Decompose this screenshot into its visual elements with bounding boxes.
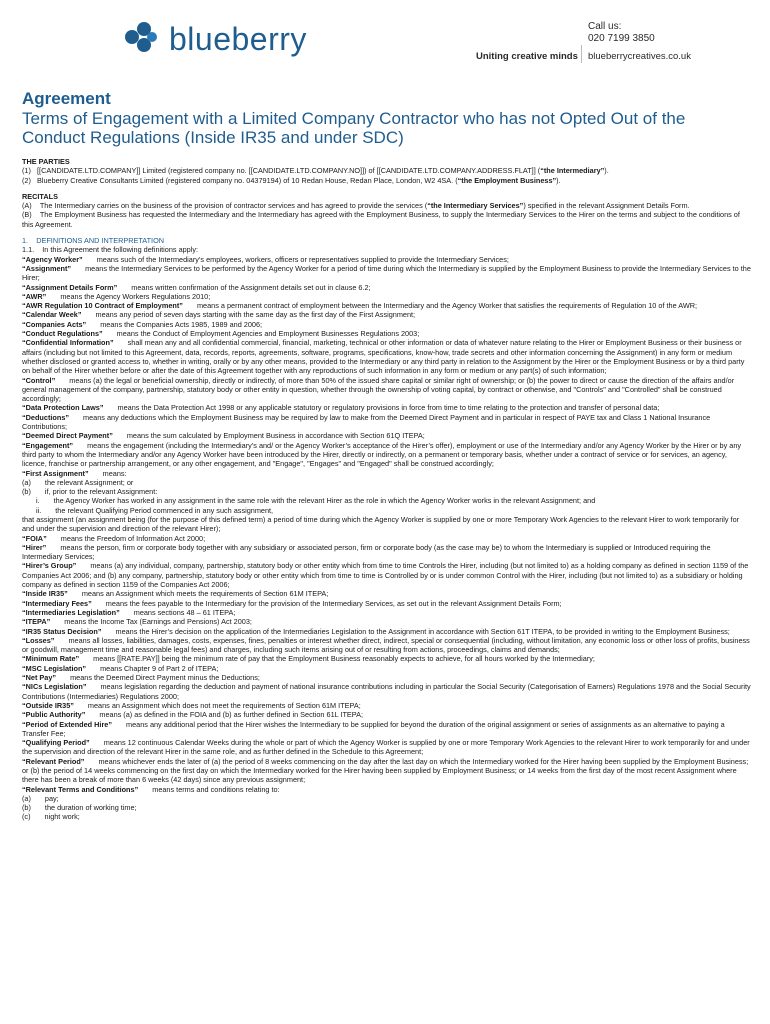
- logo-text: blueberry: [169, 21, 307, 57]
- definition-text: shall mean any and all confidential commercial, financial, marketing, technical or other information or data of whatever nature relating to the Hirer or Employment Business or their business or affairs (including but not limited to this Agreement, data, records, reports, agreements, software, programs, specifications, know-how, trade secrets and other information concerning the Assignment) in any form or medium whether disclosed or granted access to, whether in writing, orally or by any other means, provided to the Intermediary or any third party in relation to the Assignment by the Hirer or the Employment Business or by a third party on behalf of the Hirer whether before or after the date of this Agreement together with any reproductions of such information in any form or medium or any part(s) of such information;: [22, 338, 745, 376]
- definition-item: [22, 403, 752, 412]
- sublist-text: the Agency Worker has worked in any assignment in the same role with the relevant Hirer as the role in which the Agency Worker works in the relevant Assignment; and: [53, 496, 596, 506]
- definition-text: means a permanent contract of employment between the Intermediary and the Agency Worker that satisfies the requirements of Regulation 10 of the AWR;: [196, 301, 698, 311]
- definition-term: “Losses”: [22, 635, 55, 645]
- definition-item: [22, 701, 752, 710]
- first-assignment-roman-list: [22, 496, 752, 515]
- definition-term: “Conduct Regulations”: [22, 329, 103, 339]
- definition-text: means any deductions which the Employment Business may be required by law to make from the Deemed Direct Payment and in particular in respect of PAYE tax and Class 1 National Insurance Contributions;: [22, 412, 711, 432]
- definition-item: [22, 338, 752, 375]
- definition-item: [22, 599, 752, 608]
- definition-text: means all losses, liabilities, damages, costs, expenses, fines, penalties or interest whether direct, indirect, special or consequential (including, without limitation, any economic loss or other loss of profits, business or goodwill, management time and reasonable legal fees) and charges, including such items arising out of or resulting from actions, proceedings, claims and demands;: [22, 635, 750, 655]
- definition-item: [22, 682, 752, 701]
- definition-term: “MSC Legislation”: [22, 663, 87, 673]
- definition-text: means legislation regarding the deduction and payment of national insurance contributions including in particular the Social Security (Categorisation of Earners) Regulations 1978 and the Social Security Contributions (Intermediaries) Regulations 2000;: [22, 682, 751, 701]
- definition-term: “IR35 Status Decision”: [22, 626, 102, 636]
- definition-term: “Qualifying Period”: [22, 738, 90, 748]
- call-label: Call us:: [588, 21, 622, 32]
- agreement-body: [22, 157, 752, 822]
- definition-term: “NICs Legislation”: [22, 682, 87, 692]
- sublist-number: (a): [22, 793, 31, 803]
- definition-text: means whichever ends the later of (a) the period of 8 weeks commencing on the day after the last day on which the Intermediary worked for the Hirer having been supplied by the Employment Business; or (b) the period of 14 weeks commencing on the first day on which the Intermediary worked for the Hirer having been supplied by Employment Business; or 14 weeks from the first day of the most recent Assignment where there has been a break of more than 6 weeks (42 days) since any previous assignment;: [22, 756, 749, 785]
- definition-text: means the Companies Acts 1985, 1989 and 2006;: [100, 319, 263, 329]
- tagline: Uniting creative minds: [476, 51, 578, 62]
- company-logo: [125, 22, 307, 56]
- definition-text: means:: [102, 468, 127, 478]
- sublist-item: [22, 506, 752, 515]
- recitals-heading: RECITALS: [22, 191, 58, 201]
- party-1: (1) [[CANDIDATE.LTD.COMPANY]] Limited (registered company no. [[CANDIDATE.LTD.COMPANY.NO]]) of [[CANDIDATE.LTD.COMPANY.ADDRESS.FLAT]] (“the Intermediary”).: [22, 166, 609, 176]
- sublist-number: (b): [22, 803, 31, 813]
- definition-item: [22, 654, 752, 663]
- definition-item: [22, 441, 752, 469]
- definition-term: “Assignment”: [22, 263, 72, 273]
- definition-term: “AWR”: [22, 291, 47, 301]
- definition-term: “First Assignment”: [22, 468, 89, 478]
- parties-heading: THE PARTIES: [22, 157, 70, 166]
- definition-term: “ITEPA”: [22, 617, 51, 627]
- definition-text: means sections 48 – 61 ITEPA;: [133, 607, 236, 617]
- definition-text: means (a) the legal or beneficial ownership, directly or indirectly, of more than 50% of the issued share capital or similar right of ownership; or (b) the power to direct or cause the direction of the affairs and/or general management of the company, partnership, statutory body or other entity in question, whether through the ownership of voting capital, by contract or otherwise, and "Controls" and "Controlled" shall be construed accordingly;: [22, 375, 735, 404]
- sublist-item: [22, 803, 752, 812]
- definition-item: [22, 627, 752, 636]
- sublist-number: ii.: [36, 505, 42, 515]
- sublist-number: (c): [22, 812, 31, 822]
- page-subtitle: Terms of Engagement with a Limited Company Contractor who has not Opted Out of the Conduct Regulations (Inside IR35 and under SDC): [22, 109, 686, 147]
- definition-term: “Companies Acts”: [22, 319, 87, 329]
- definition-text: means the Freedom of Information Act 2000;: [60, 533, 206, 543]
- definition-item: [22, 413, 752, 432]
- definitions-list: [22, 255, 752, 478]
- definition-term: “Calendar Week”: [22, 310, 82, 320]
- definition-item: [22, 561, 752, 589]
- definition-text: means the Agency Workers Regulations 2010;: [60, 291, 211, 301]
- definition-term: “Deemed Direct Payment”: [22, 431, 113, 441]
- definition-text: means Chapter 9 of Part 2 of ITEPA;: [100, 663, 219, 673]
- definition-item: [22, 255, 752, 264]
- sublist-number: (b): [22, 487, 31, 497]
- sublist-text: night work;: [44, 812, 80, 822]
- relevant-terms-sublist: [22, 794, 752, 822]
- definition-term: “Engagement”: [22, 440, 74, 450]
- definition-item: [22, 589, 752, 598]
- definition-item: [22, 310, 752, 319]
- definition-item: [22, 431, 752, 440]
- definition-term: “FOIA”: [22, 533, 47, 543]
- definition-term: “Inside IR35”: [22, 589, 68, 599]
- definition-text: means the fees payable to the Intermediary for the provision of the Intermediary Services, as set out in the relevant Assignment Details Form;: [105, 598, 562, 608]
- definition-text: means such of the Intermediary’s employees, workers, officers or representatives supplied to provide the Intermediary Services;: [96, 254, 509, 264]
- definitions-heading: 1. DEFINITIONS AND INTERPRETATION: [22, 236, 165, 246]
- definition-item: [22, 264, 752, 283]
- sublist-item: [22, 812, 752, 821]
- recital-b: (B) The Employment Business has requested the Intermediary and the Intermediary has agreed with the Employment Business, to supply the Intermediary Services to the Hirer on the terms and subject to the conditions of this Agreement.: [22, 210, 740, 229]
- definition-term: “AWR Regulation 10 Contract of Employment”: [22, 301, 183, 311]
- definition-item: [22, 301, 752, 310]
- sublist-text: the relevant Assignment; or: [44, 477, 134, 487]
- definition-item: [22, 710, 752, 719]
- definition-term: “Net Pay”: [22, 673, 57, 683]
- definition-item: [22, 664, 752, 673]
- definition-term: “Intermediary Fees”: [22, 598, 92, 608]
- definition-item: [22, 543, 752, 562]
- sublist-number: (a): [22, 477, 31, 487]
- definition-item: [22, 636, 752, 655]
- party-2: (2) Blueberry Creative Consultants Limited (registered company no. 04379194) of 10 Redan House, Redan Place, London, W2 4SA. (“the Employment Business”).: [22, 175, 561, 185]
- definition-text: means the Deemed Direct Payment minus the Deductions;: [70, 673, 260, 683]
- definition-text: means the person, firm or corporate body together with any subsidiary or associated person, firm or corporate body (as the case may be) to whom the Intermediary is supplied or Introduced requiring the Intermediary Services;: [22, 542, 711, 562]
- definition-item: [22, 283, 752, 292]
- definitions-list-continued: [22, 534, 752, 794]
- definition-text: means the Hirer’s decision on the application of the Intermediaries Legislation to the Assignment in accordance with Section 61T ITEPA, to be provided in writing to the Employment Business;: [115, 626, 730, 636]
- definition-text: means an Assignment which does not meet the requirements of Section 61M ITEPA;: [87, 700, 361, 710]
- definition-term: “Outside IR35”: [22, 700, 74, 710]
- definition-text: means the Intermediary Services to be performed by the Agency Worker for a period of time during which the Intermediary is supplied by the Employment Business to provide the Intermediary Services to the Hirer;: [22, 263, 751, 283]
- definition-text: means the Income Tax (Earnings and Pensions) Act 2003;: [64, 617, 252, 627]
- definition-term: “Deductions”: [22, 412, 70, 422]
- blueberry-logo-icon: [125, 22, 159, 56]
- definition-text: means the Data Protection Act 1998 or any applicable statutory or regulatory provisions in force from time to time relating to the protection and transfer of personal data;: [117, 403, 660, 413]
- definition-term: “Agency Worker”: [22, 254, 83, 264]
- definition-text: means any additional period that the Hirer wishes the Intermediary to be supplied for beyond the duration of the original assignment or series of assignments as an alternative to paying a Transfer Fee;: [22, 719, 725, 738]
- sublist-text: the duration of working time;: [44, 803, 137, 813]
- first-assignment-sublist: [22, 478, 752, 497]
- definition-item: [22, 720, 752, 739]
- definition-term: “Minimum Rate”: [22, 654, 80, 664]
- sublist-item: [22, 794, 752, 803]
- definitions-intro: 1.1. In this Agreement the following definitions apply:: [22, 245, 199, 255]
- definition-item: [22, 785, 752, 794]
- definition-term: “Assignment Details Form”: [22, 282, 118, 292]
- definition-term: “Intermediaries Legislation”: [22, 607, 120, 617]
- definition-text: means written confirmation of the Assignment details set out in clause 6.2;: [131, 282, 371, 292]
- definition-item: [22, 469, 752, 478]
- definition-term: “Confidential Information”: [22, 338, 114, 348]
- definition-term: “Period of Extended Hire”: [22, 719, 113, 729]
- definition-text: means any period of seven days starting with the same day as the first day of the First Assignment;: [95, 310, 416, 320]
- definition-item: [22, 738, 752, 757]
- definition-text: means terms and conditions relating to:: [152, 784, 280, 794]
- sublist-text: pay;: [44, 793, 59, 803]
- definition-term: “Hirer’s Group”: [22, 561, 77, 571]
- definition-item: [22, 376, 752, 404]
- sublist-text: if, prior to the relevant Assignment:: [44, 487, 158, 497]
- sublist-item: [22, 478, 752, 487]
- definition-text: means (a) as defined in the FOIA and (b) as further defined in Section 61L ITEPA;: [99, 710, 364, 720]
- definition-term: “Hirer”: [22, 542, 47, 552]
- sublist-item: [22, 496, 752, 505]
- definition-term: “Control”: [22, 375, 56, 385]
- recital-a: (A) The Intermediary carries on the business of the provision of contractor services and has agreed to provide the services (“the Intermediary Services”) specified in the relevant Assignment Details Form.: [22, 201, 690, 211]
- definition-item: [22, 673, 752, 682]
- definition-text: means (a) any individual, company, partnership, statutory body or other entity which from time to time Controls the Hirer, including (but not limited to) as a holding company as defined in section 1159 of the Companies Act 2006; and (b) any company, partnership, statutory body or other entity which from time to time is Controlled by or is under common Control with the Hirer, including (but not limited to) as a subsidiary or holding company as defined in section 1159 of the Companies Act 2006;: [22, 561, 749, 590]
- definition-item: [22, 534, 752, 543]
- contact-block: [588, 21, 691, 62]
- first-assignment-tail: that assignment (an assignment being (for the purpose of this defined term) a period of time during which the Agency Worker is supplied by one or more Temporary Work Agencies to the relevant Hirer to work temporarily for and under the supervision and direction of the relevant Hirer);: [22, 514, 740, 534]
- definition-item: [22, 608, 752, 617]
- definition-text: means 12 continuous Calendar Weeks during the whole or part of which the Agency Worker is supplied by one or more Temporary Work Agencies to the relevant Hirer to work temporarily for and under the supervision and direction of the relevant Hirer in the same role, and as further defined in the Schedule to this Agreement;: [22, 738, 750, 757]
- website-link[interactable]: blueberrycreatives.co.uk: [588, 51, 691, 62]
- sublist-number: i.: [36, 496, 40, 506]
- definition-item: [22, 757, 752, 785]
- definition-text: means [[RATE.PAY]] being the minimum rate of pay that the Employment Business reasonably expects to achieve, for all hours worked by the Intermediary;: [93, 654, 595, 664]
- definition-text: means the Conduct of Employment Agencies and Employment Businesses Regulations 2003;: [116, 329, 420, 339]
- definition-term: “Data Protection Laws”: [22, 403, 104, 413]
- definition-text: means an Assignment which meets the requirements of Section 61M ITEPA;: [81, 589, 329, 599]
- header-divider: [581, 45, 582, 63]
- definition-text: means the sum calculated by Employment Business in accordance with Section 61Q ITEPA;: [126, 431, 425, 441]
- sublist-item: [22, 487, 752, 496]
- definition-text: means the engagement (including the Intermediary’s and/ or the Agency Worker’s acceptance of the Hirer’s offer), employment or use of the Intermediary and/or any Agency Worker by the Hirer or by any third party to whom the Intermediary and/or any Agency Worker have been introduced by the Hirer, directly or indirectly, on a permanent or temporary basis, whether under a contract of service or for services, an agency, licence, franchise or partnership arrangement, or any other engagement, and "Engage", "Engages" and "Engaged" shall be construed accordingly;: [22, 440, 742, 469]
- definition-term: “Relevant Period”: [22, 756, 85, 766]
- definition-item: [22, 320, 752, 329]
- phone-number: 020 7199 3850: [588, 33, 655, 44]
- definition-item: [22, 329, 752, 338]
- definition-term: “Public Authority”: [22, 710, 86, 720]
- definition-item: [22, 292, 752, 301]
- definition-item: [22, 617, 752, 626]
- sublist-text: the relevant Qualifying Period commenced in any such assignment,: [55, 505, 274, 515]
- page-title: Agreement: [22, 89, 111, 108]
- definition-term: “Relevant Terms and Conditions”: [22, 784, 139, 794]
